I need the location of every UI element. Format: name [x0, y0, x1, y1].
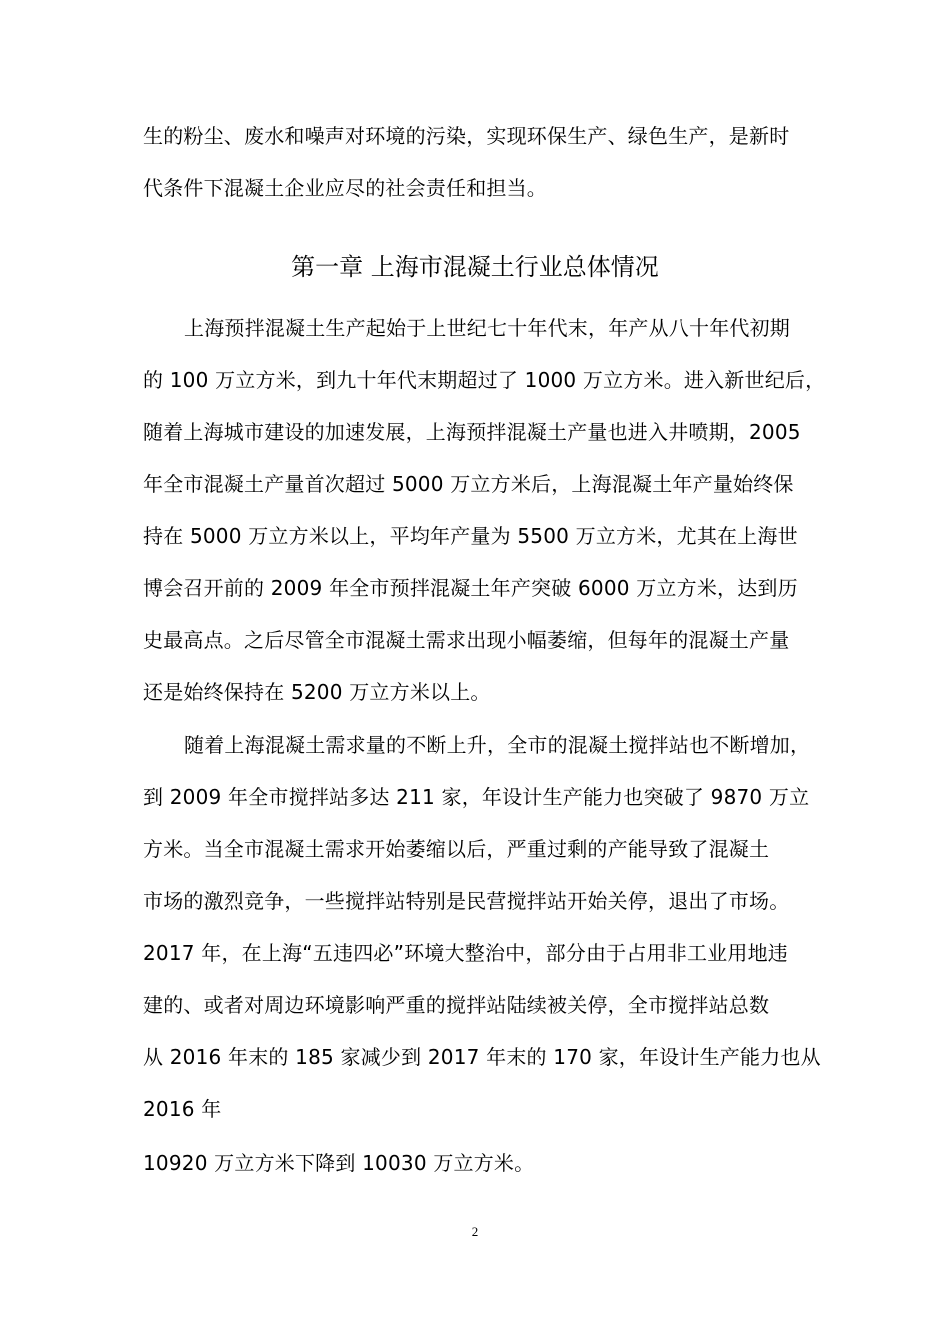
- paragraph2-line-5: 2017 年，在上海“五违四必”环境大整治中，部分由于占用非工业用地违: [143, 941, 788, 965]
- paragraph2-line-6: 建的、或者对周边环境影响严重的搅拌站陆续被关停，全市搅拌站总数: [143, 993, 770, 1017]
- paragraph2-line-9: 10920 万立方米下降到 10030 万立方米。: [143, 1151, 535, 1175]
- chapter-title: 第一章 上海市混凝土行业总体情况: [291, 253, 659, 281]
- paragraph2-line-7: 从 2016 年末的 185 家减少到 2017 年末的 170 家，年设计生产能力也从: [143, 1045, 821, 1069]
- paragraph2-line-3: 方米。当全市混凝土需求开始萎缩以后，严重过剩的产能导致了混凝土: [143, 837, 770, 861]
- paragraph2-line-4: 市场的激烈竞争，一些搅拌站特别是民营搅拌站开始关停，退出了市场。: [143, 889, 790, 913]
- paragraph1-line-4: 年全市混凝土产量首次超过 5000 万立方米后，上海混凝土年产量始终保: [143, 472, 794, 496]
- paragraph1-line-3: 随着上海城市建设的加速发展，上海预拌混凝土产量也进入井喷期，2005: [143, 420, 801, 444]
- paragraph1-line-8: 还是始终保持在 5200 万立方米以上。: [143, 680, 491, 704]
- page-number: 2: [471, 1224, 479, 1239]
- paragraph2-line-2: 到 2009 年全市搅拌站多达 211 家，年设计生产能力也突破了 9870 万立: [143, 785, 810, 809]
- paragraph2-line-8: 2016 年: [143, 1097, 222, 1121]
- paragraph1-line-5: 持在 5000 万立方米以上，平均年产量为 5500 万立方米，尤其在上海世: [143, 524, 798, 548]
- paragraph1-line-7: 史最高点。之后尽管全市混凝土需求出现小幅萎缩，但每年的混凝土产量: [143, 628, 790, 652]
- intro-line-2: 代条件下混凝土企业应尽的社会责任和担当。: [143, 176, 547, 200]
- paragraph1-line-2: 的 100 万立方米，到九十年代末期超过了 1000 万立方米。进入新世纪后，: [143, 368, 826, 392]
- paragraph1-line-1: 上海预拌混凝土生产起始于上世纪七十年代末，年产从八十年代初期: [184, 316, 790, 340]
- paragraph2-line-1: 随着上海混凝土需求量的不断上升，全市的混凝土搅拌站也不断增加，: [184, 733, 811, 757]
- intro-line-1: 生的粉尘、废水和噪声对环境的污染，实现环保生产、绿色生产，是新时: [143, 124, 790, 148]
- paragraph1-line-6: 博会召开前的 2009 年全市预拌混凝土年产突破 6000 万立方米，达到历: [143, 576, 798, 600]
